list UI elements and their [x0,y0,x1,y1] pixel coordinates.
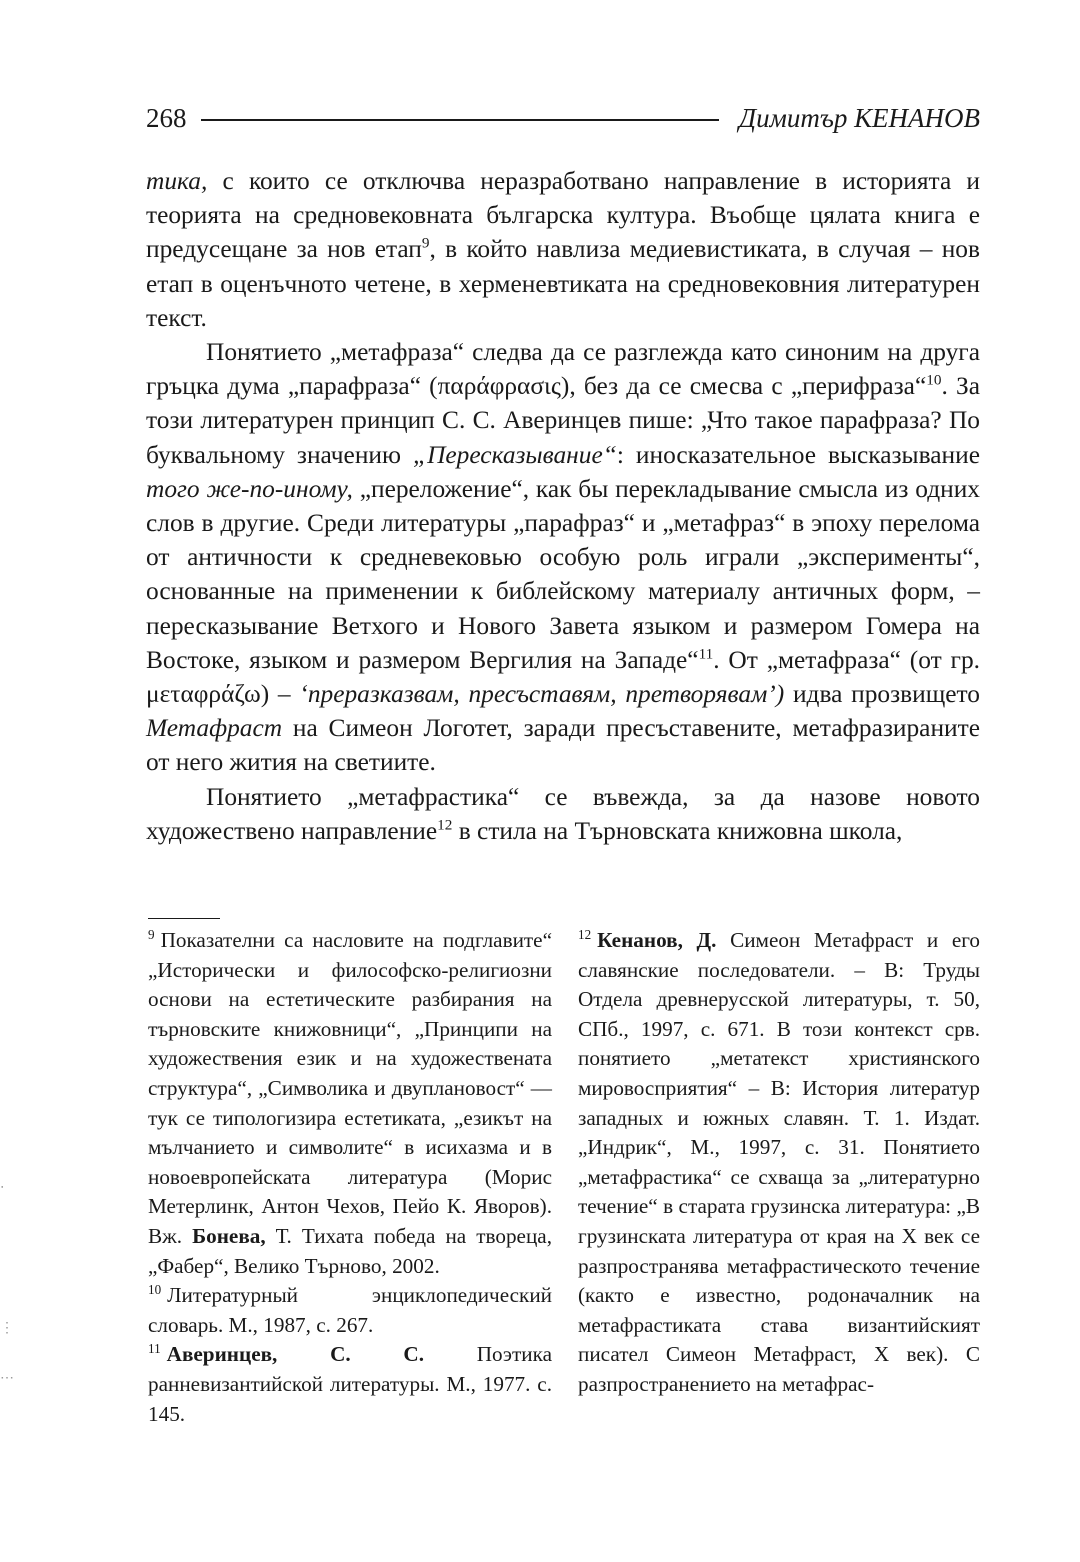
running-head-author: Димитър КЕНАНОВ [738,102,980,133]
footnote-9-author: Бонева, [192,1223,266,1248]
p2-text-1: Понятието „метафраза“ следва да се разглежда като синоним на друга гръцка дума „парафраза“ (παράφρασις), без да се смесва с „перифраза“ [146,338,980,401]
p2-text-4: „переложение“, как бы перекладывание смысла из одних слов в другие. Среди литературы „парафраз“ и „метафраз“ в эпоху перелома от античности к средневековью особую роль играли „эксперименты“, основанные на применении к библейскому материалу античных форм, – пересказывание Ветхого и Нового Завета языком и размером Гомера на Востоке, языком и размером Вергилия на Западе“ [146,474,980,674]
p2-italic-3: ‘преразказвам, пресъставям, претворявам’) [299,680,785,709]
footnote-11-number: 11 [148,1341,161,1357]
p2-italic-1: „Пересказывание“ [412,440,617,469]
footnote-12 [578,926,980,1400]
page-number: 268 [146,102,187,133]
footnote-9-text-2: Т. Тихата победа на твореца, „Фабер“, Велико Търново, 2002. [148,1223,552,1278]
footnote-10-text: Литературный энциклопедический словарь. М., 1987, с. 267. [148,1283,552,1337]
footnote-11-author: Аверинцев, С. С. [166,1342,425,1367]
footnote-ref-12[interactable]: 12 [437,816,453,834]
p2-text-5: . От „метафраза“ (от гр. μεταφράζω) – [146,645,980,709]
paragraph-1 [146,164,980,335]
p2-text-6: идва прозвището [784,680,980,709]
p3-text-1: Понятието „метафрастика“ се въвежда, за да назове новото художествено направление [146,782,980,845]
footnote-ref-11[interactable]: 11 [698,645,714,663]
footnote-11 [148,1340,552,1429]
footnote-10 [148,1281,552,1340]
footnote-12-number: 12 [578,926,592,942]
margin-scan-mark: ‧ [0,1181,5,1196]
p3-text-2: в стила на Търновската книжовна школа, [452,816,903,845]
margin-scan-mark: ⋯ [0,1371,14,1386]
footnote-9 [148,926,552,1281]
paragraph-2 [146,335,980,780]
p2-text-2: . За този литературен принцип С. С. Аверинцев пише: „Что такое парафраза? По буквальному значению [146,372,980,469]
footnote-12-author: Кенанов, Д. [597,928,717,952]
p2-italic-4: Метафраст [146,714,283,743]
margin-scan-mark: ⋮ [0,1321,14,1336]
footnotes-left-column [148,926,552,1429]
footnote-ref-9[interactable]: 9 [421,234,430,252]
footnote-9-text-1: Показателни са насловите на подглавите“ „Исторически и философско-религиозни основи на естетическите разбирания на търновските книжовници“, „Принципи на художествения език и на художествената структура“, „Символика и двуплановост“ — тук се типологизира естетиката, „езикът на мълчанието и символите“ в исихазма и в новоевропейската литература (Морис Метерлинк, Антон Чехов, Пейо К. Яворов). Вж. [148,928,552,1248]
footnote-12-text: Симеон Метафраст и его славянские последователи. – В: Труды Отдела древнерусской литературы, т. 50, СПб., 1997, с. 671. В този контекст срв. понятието „метатекст християнского мировосприятия“ – В: История литератур западных и южных славян. Т. 1. Издат. „Индрик“, М., 1997, с. 31. Понятието „метафрастика“ се схваща за „литературно течение“ в старата грузинска литература: „В грузинската литература от края на X век се разпространява метафрастическото течение (както е известно, родоначалник на метафрастиката става византийският писател Симеон Метафраст, X век). С разпространението на метафрас- [578,928,980,1396]
footnote-11-text: Поэтика ранневизантийской литературы. М., 1977. с. 145. [148,1342,552,1426]
footnote-9-number: 9 [148,926,155,942]
main-text [146,164,980,848]
footnote-separator [148,918,220,919]
running-header [146,98,980,138]
p1-text-1: с които се отключва неразработвано направление в историята и теорията на средновековната българска култура. Въобще цялата книга е предусещане за нов етап [146,167,980,264]
paragraph-3 [146,780,980,848]
p2-text-3: : иносказательное высказывание [616,440,980,469]
p2-text-7: на Симеон Логотет, заради пресъставените, метафразираните от него жития на светиите. [146,714,980,777]
footnotes-right-column [578,926,980,1400]
footnote-10-number: 10 [148,1282,162,1298]
p1-text-2: , в който навлиза медиевистиката, в случая – нов етап в оценъчното четене, в херменевтиката на средновековния литературен текст. [146,235,980,332]
header-rule [201,119,719,121]
p1-italic-start: тика, [146,167,208,195]
footnote-ref-10[interactable]: 10 [926,371,942,389]
p2-italic-2: того же-по-иному, [146,474,353,503]
